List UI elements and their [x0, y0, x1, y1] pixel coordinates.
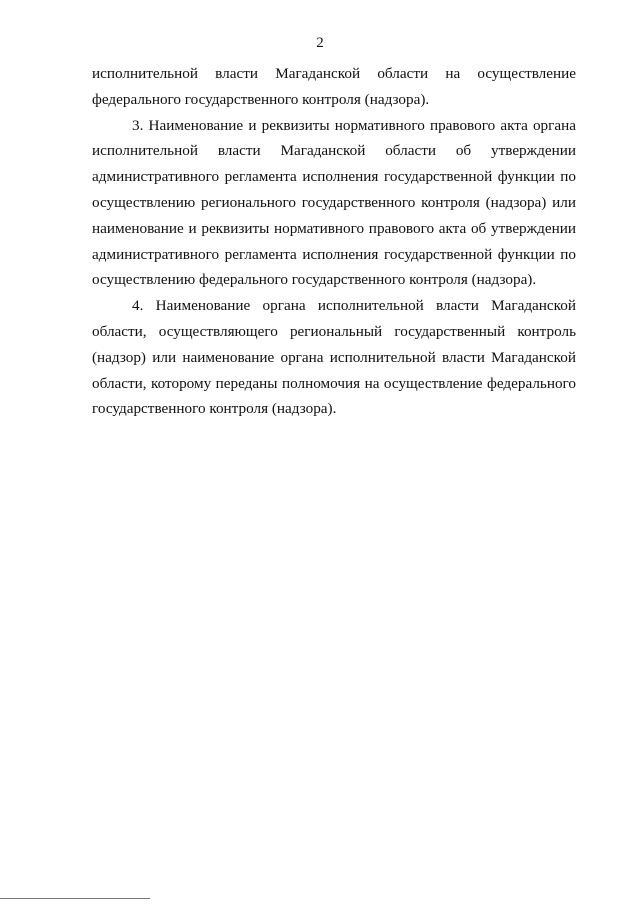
text-line: государственного контроля (надзора). [92, 400, 337, 418]
text-line: 4. Наименование органа исполнительной власти Магаданской [132, 297, 576, 315]
text-line: федерального государственного контроля (надзора). [92, 90, 430, 108]
text-line: области, которому переданы полномочия на осуществление федерального [92, 374, 576, 392]
text-line: исполнительной власти Магаданской области на осуществление [92, 65, 576, 82]
text-line: административного регламента исполнения государственной функции по [92, 245, 576, 263]
text-line: осуществлению регионального государственного контроля (надзора) или [92, 193, 576, 211]
page-number: 2 [316, 35, 324, 51]
document-body [92, 61, 576, 422]
paragraph-3 [92, 113, 576, 294]
text-line: административного регламента исполнения государственной функции по [92, 168, 576, 186]
footer-rule [0, 898, 150, 899]
text-line: осуществлению федерального государственного контроля (надзора). [92, 271, 537, 289]
text-line: наименование и реквизиты нормативного правового акта об утверждении [92, 219, 576, 237]
paragraph-4 [92, 293, 576, 422]
text-line: (надзор) или наименование органа исполнительной власти Магаданской [92, 348, 576, 366]
text-line: области, осуществляющего региональный государственный контроль [92, 322, 576, 340]
paragraph-continuation [92, 61, 576, 113]
text-line: 3. Наименование и реквизиты нормативного правового акта органа [132, 116, 576, 134]
text-line: исполнительной власти Магаданской области об утверждении [92, 142, 576, 160]
